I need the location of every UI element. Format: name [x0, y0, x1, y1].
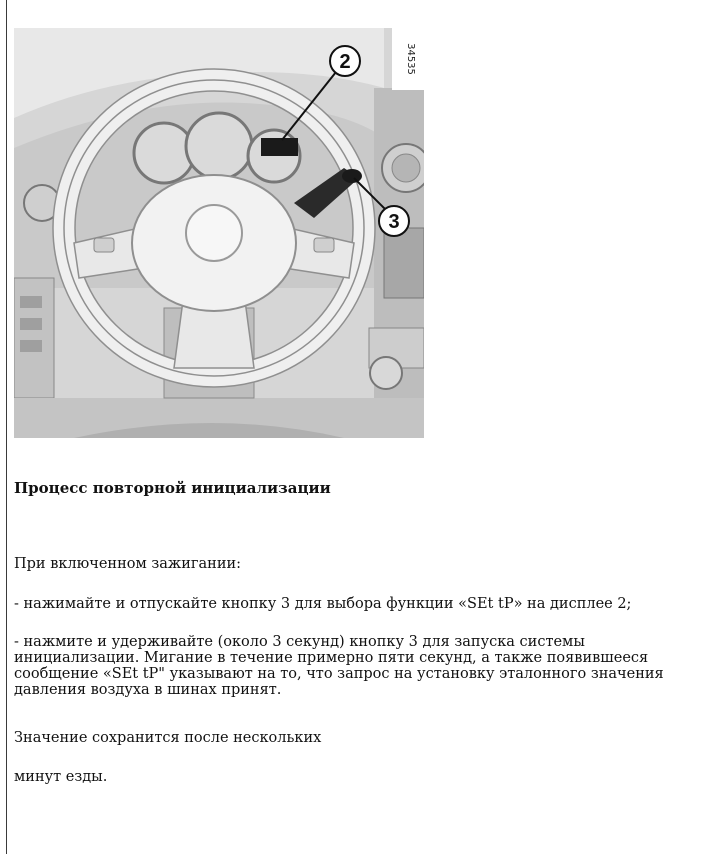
- section-heading: Процесс повторной инициализации: [14, 479, 331, 497]
- tachometer-dial: [134, 123, 194, 183]
- page-left-border: [6, 0, 7, 854]
- trip-computer-display: [261, 138, 298, 156]
- paragraph-step-2: - нажмите и удерживайте (около 3 секунд) кнопку 3 для запуска системы инициализации. Мигание в течение примерно пяти секунд, а также появившееся сообщение «SEt tP" указывают на то, что запрос на установку эталонного значения давления воздуха в шинах принят.: [14, 634, 664, 698]
- paragraph-step-1: - нажимайте и отпускайте кнопку 3 для выбора функции «SEt tP» на дисплее 2;: [14, 596, 632, 612]
- console-knob: [370, 357, 402, 389]
- logo-emblem: [186, 205, 242, 261]
- paragraph-note-end: минут езды.: [14, 769, 108, 785]
- paragraph-note: Значение сохранится после нескольких: [14, 730, 322, 746]
- figure-code-label: 34535: [405, 43, 416, 75]
- paragraph-ignition: При включенном зажигании:: [14, 556, 242, 572]
- callout-3-label: 3: [388, 211, 400, 233]
- dashboard-illustration: [14, 28, 424, 438]
- speedometer-dial: [186, 113, 252, 179]
- callout-2-label: 2: [339, 51, 351, 73]
- steering-wheel-figure: [14, 28, 424, 438]
- center-display: [384, 228, 424, 298]
